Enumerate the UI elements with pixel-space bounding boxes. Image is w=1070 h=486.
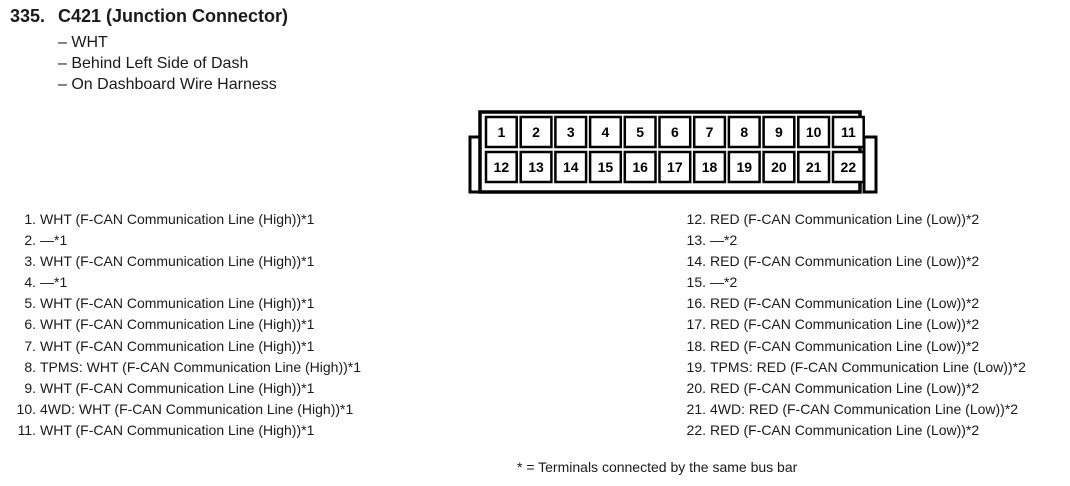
terminal-row bbox=[676, 378, 1026, 399]
pin-7: 7 bbox=[705, 124, 714, 140]
terminal-row bbox=[8, 293, 361, 314]
terminal-row bbox=[8, 251, 361, 272]
terminal-row bbox=[676, 230, 1026, 251]
terminal-number: 4. bbox=[24, 274, 36, 291]
terminal-description: RED (F-CAN Communication Line (Low))*2 bbox=[710, 253, 980, 270]
terminal-number: 1. bbox=[24, 211, 36, 227]
terminal-row bbox=[8, 314, 361, 335]
pin-2: 2 bbox=[532, 124, 540, 140]
terminal-row bbox=[8, 399, 361, 420]
pin-17: 17 bbox=[667, 159, 683, 175]
terminal-description: WHT (F-CAN Communication Line (High))*1 bbox=[40, 316, 315, 333]
terminal-number: 3. bbox=[24, 253, 36, 270]
note-color: – WHT bbox=[58, 34, 108, 51]
pin-12: 12 bbox=[493, 159, 510, 175]
pin-15: 15 bbox=[597, 159, 614, 175]
terminal-description: TPMS: WHT (F-CAN Communication Line (High))*1 bbox=[40, 358, 362, 375]
terminal-row bbox=[8, 336, 361, 357]
pin-5: 5 bbox=[636, 124, 645, 140]
terminal-number: 14. bbox=[686, 253, 706, 270]
terminal-description: WHT (F-CAN Communication Line (High))*1 bbox=[40, 421, 315, 438]
pin-3: 3 bbox=[566, 124, 575, 140]
terminal-number: 8. bbox=[24, 358, 36, 375]
terminal-row bbox=[676, 420, 1026, 441]
page-title bbox=[10, 6, 288, 27]
terminal-number: 19. bbox=[686, 358, 706, 375]
terminal-description: RED (F-CAN Communication Line (Low))*2 bbox=[710, 211, 980, 227]
terminal-row bbox=[676, 357, 1026, 378]
note-harness: – On Dashboard Wire Harness bbox=[58, 76, 277, 93]
terminal-description: RED (F-CAN Communication Line (Low))*2 bbox=[710, 379, 980, 396]
terminal-number: 13. bbox=[686, 232, 706, 249]
terminal-description: RED (F-CAN Communication Line (Low))*2 bbox=[710, 421, 980, 438]
terminal-description: RED (F-CAN Communication Line (Low))*2 bbox=[710, 295, 980, 312]
pin-4: 4 bbox=[601, 124, 610, 140]
terminal-row bbox=[8, 209, 361, 230]
pin-19: 19 bbox=[736, 159, 753, 175]
terminal-row bbox=[676, 336, 1026, 357]
terminal-number: 17. bbox=[686, 316, 706, 333]
pin-20: 20 bbox=[771, 159, 787, 175]
terminal-list-left bbox=[8, 209, 361, 441]
terminal-number: 10. bbox=[16, 400, 36, 417]
terminal-description: 4WD: WHT (F-CAN Communication Line (High))*1 bbox=[40, 400, 354, 417]
terminal-number: 22. bbox=[686, 421, 706, 438]
terminal-description: WHT (F-CAN Communication Line (High))*1 bbox=[40, 379, 315, 396]
terminal-number: 12. bbox=[686, 211, 706, 227]
pin-18: 18 bbox=[701, 159, 718, 175]
pin-8: 8 bbox=[740, 124, 749, 140]
pin-10: 10 bbox=[805, 124, 822, 140]
terminal-number: 5. bbox=[24, 295, 36, 312]
terminal-description: —*2 bbox=[710, 232, 738, 249]
terminal-row bbox=[676, 293, 1026, 314]
terminal-number: 20. bbox=[686, 379, 706, 396]
terminal-description: —*1 bbox=[40, 274, 68, 291]
terminal-description: RED (F-CAN Communication Line (Low))*2 bbox=[710, 337, 980, 354]
terminal-row bbox=[8, 272, 361, 293]
footnote: * = Terminals connected by the same bus bar bbox=[517, 459, 798, 475]
terminal-description: —*1 bbox=[40, 232, 68, 249]
terminal-row bbox=[676, 272, 1026, 293]
terminal-description: WHT (F-CAN Communication Line (High))*1 bbox=[40, 211, 315, 227]
terminal-row bbox=[8, 420, 361, 441]
pin-22: 22 bbox=[840, 159, 857, 175]
connector-notes bbox=[58, 32, 277, 95]
pin-11: 11 bbox=[840, 124, 856, 140]
terminal-description: WHT (F-CAN Communication Line (High))*1 bbox=[40, 337, 315, 354]
terminal-row bbox=[676, 314, 1026, 335]
terminal-row bbox=[8, 230, 361, 251]
terminal-number: 2. bbox=[24, 232, 36, 249]
terminal-number: 18. bbox=[686, 337, 706, 354]
pin-13: 13 bbox=[528, 159, 544, 175]
terminal-row bbox=[8, 357, 361, 378]
section-number: 335. bbox=[10, 6, 46, 26]
terminal-number: 11. bbox=[17, 421, 36, 438]
terminal-description: RED (F-CAN Communication Line (Low))*2 bbox=[710, 316, 980, 333]
terminal-number: 9. bbox=[24, 379, 36, 396]
pin-21: 21 bbox=[805, 159, 822, 175]
pin-16: 16 bbox=[632, 159, 648, 175]
terminal-number: 16. bbox=[686, 295, 706, 312]
pin-14: 14 bbox=[562, 159, 579, 175]
terminal-number: 6. bbox=[24, 316, 36, 333]
connector-title: C421 (Junction Connector) bbox=[58, 6, 289, 26]
terminal-description: —*2 bbox=[710, 274, 738, 291]
terminal-description: 4WD: RED (F-CAN Communication Line (Low))*2 bbox=[710, 400, 1019, 417]
terminal-description: WHT (F-CAN Communication Line (High))*1 bbox=[40, 253, 315, 270]
terminal-row bbox=[676, 399, 1026, 420]
terminal-description: TPMS: RED (F-CAN Communication Line (Low))*2 bbox=[710, 358, 1026, 375]
note-location: – Behind Left Side of Dash bbox=[58, 55, 249, 72]
terminal-description: WHT (F-CAN Communication Line (High))*1 bbox=[40, 295, 315, 312]
terminal-row bbox=[8, 378, 361, 399]
pin-1: 1 bbox=[497, 124, 506, 140]
terminal-row bbox=[676, 251, 1026, 272]
terminal-number: 15. bbox=[686, 274, 706, 291]
connector-face-diagram bbox=[468, 110, 878, 194]
pin-9: 9 bbox=[775, 124, 783, 140]
terminal-number: 7. bbox=[24, 337, 36, 354]
terminal-number: 21. bbox=[686, 400, 706, 417]
pin-6: 6 bbox=[670, 124, 679, 140]
terminal-row bbox=[676, 209, 1026, 230]
terminal-list-right bbox=[676, 209, 1026, 441]
